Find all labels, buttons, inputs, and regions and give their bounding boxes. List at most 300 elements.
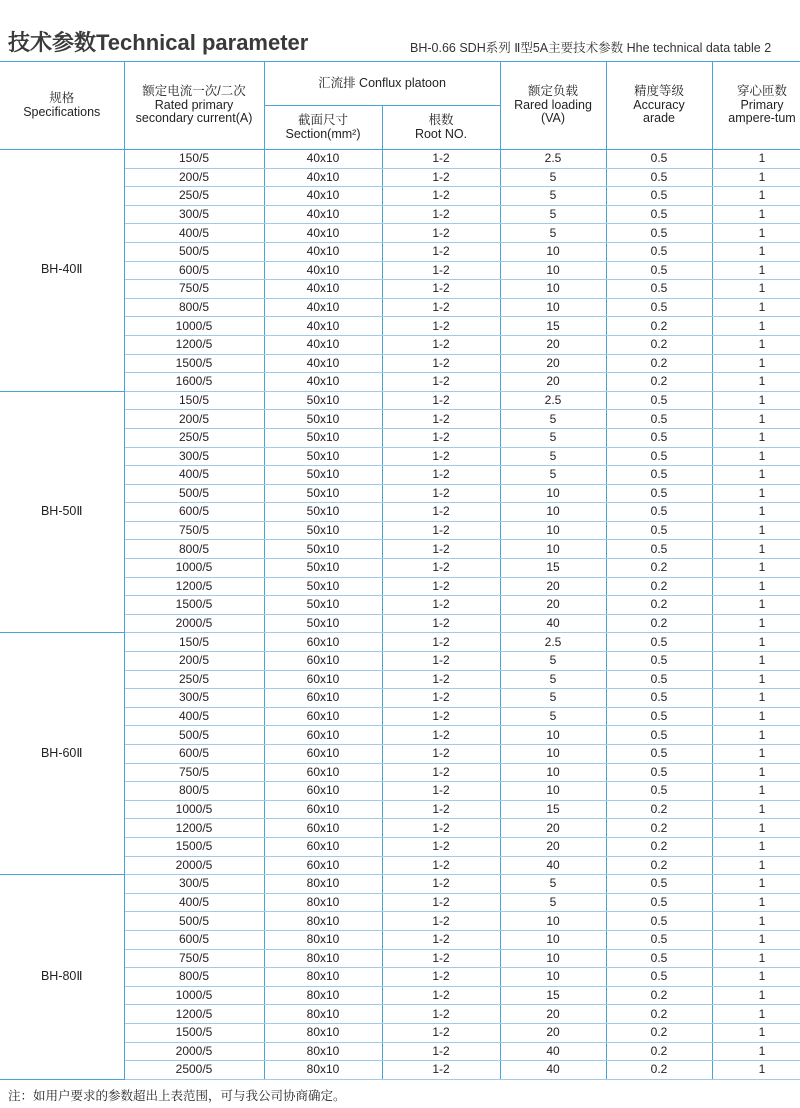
accuracy-cell: 0.5 — [606, 670, 712, 689]
accuracy-cell: 0.5 — [606, 912, 712, 931]
rated-current-cell: 2000/5 — [124, 856, 264, 875]
root-no-cell: 1-2 — [382, 187, 500, 206]
rated-loading-cell: 10 — [500, 521, 606, 540]
primary-turns-cell: 1 — [712, 819, 800, 838]
rated-current-cell: 500/5 — [124, 484, 264, 503]
rated-current-cell: 600/5 — [124, 745, 264, 764]
footnote: 注：如用户要求的参数超出上表范围，可与我公司协商确定。 — [8, 1089, 346, 1103]
header-specifications: 规格 Specifications — [0, 62, 124, 150]
rated-loading-cell: 20 — [500, 1005, 606, 1024]
primary-turns-cell: 1 — [712, 577, 800, 596]
root-no-cell: 1-2 — [382, 298, 500, 317]
section-cell: 80x10 — [264, 1042, 382, 1061]
accuracy-cell: 0.5 — [606, 224, 712, 243]
rated-loading-cell: 5 — [500, 652, 606, 671]
primary-turns-cell: 1 — [712, 633, 800, 652]
root-no-cell: 1-2 — [382, 652, 500, 671]
accuracy-cell: 0.5 — [606, 447, 712, 466]
primary-turns-cell: 1 — [712, 968, 800, 987]
primary-turns-cell: 1 — [712, 484, 800, 503]
model-cell: BH-60Ⅱ — [0, 633, 124, 875]
primary-turns-cell: 1 — [712, 261, 800, 280]
rated-loading-cell: 40 — [500, 856, 606, 875]
rated-loading-cell: 10 — [500, 968, 606, 987]
root-no-cell: 1-2 — [382, 1023, 500, 1042]
header-root-no: 根数 Root NO. — [382, 106, 500, 150]
header-rated-loading: 额定负载 Rared loading (VA) — [500, 62, 606, 150]
section-cell: 50x10 — [264, 466, 382, 485]
root-no-cell: 1-2 — [382, 1005, 500, 1024]
rated-current-cell: 1200/5 — [124, 819, 264, 838]
rated-current-cell: 2000/5 — [124, 1042, 264, 1061]
primary-turns-cell: 1 — [712, 168, 800, 187]
accuracy-cell: 0.5 — [606, 652, 712, 671]
primary-turns-cell: 1 — [712, 503, 800, 522]
primary-turns-cell: 1 — [712, 596, 800, 615]
rated-current-cell: 1600/5 — [124, 373, 264, 392]
primary-turns-cell: 1 — [712, 354, 800, 373]
rated-loading-cell: 15 — [500, 317, 606, 336]
root-no-cell: 1-2 — [382, 577, 500, 596]
root-no-cell: 1-2 — [382, 484, 500, 503]
section-cell: 50x10 — [264, 410, 382, 429]
root-no-cell: 1-2 — [382, 614, 500, 633]
root-no-cell: 1-2 — [382, 447, 500, 466]
section-cell: 40x10 — [264, 298, 382, 317]
section-cell: 40x10 — [264, 242, 382, 261]
rated-loading-cell: 10 — [500, 726, 606, 745]
accuracy-cell: 0.2 — [606, 559, 712, 578]
accuracy-cell: 0.5 — [606, 205, 712, 224]
rated-loading-cell: 10 — [500, 745, 606, 764]
accuracy-cell: 0.2 — [606, 614, 712, 633]
primary-turns-cell: 1 — [712, 949, 800, 968]
root-no-cell: 1-2 — [382, 763, 500, 782]
section-cell: 60x10 — [264, 819, 382, 838]
primary-turns-cell: 1 — [712, 521, 800, 540]
root-no-cell: 1-2 — [382, 521, 500, 540]
root-no-cell: 1-2 — [382, 373, 500, 392]
rated-loading-cell: 2.5 — [500, 150, 606, 169]
primary-turns-cell: 1 — [712, 912, 800, 931]
rated-current-cell: 750/5 — [124, 521, 264, 540]
root-no-cell: 1-2 — [382, 596, 500, 615]
rated-loading-cell: 10 — [500, 484, 606, 503]
accuracy-cell: 0.5 — [606, 521, 712, 540]
rated-current-cell: 750/5 — [124, 763, 264, 782]
page-header — [0, 0, 800, 60]
rated-loading-cell: 5 — [500, 875, 606, 894]
accuracy-cell: 0.2 — [606, 1061, 712, 1080]
accuracy-cell: 0.5 — [606, 428, 712, 447]
section-cell: 50x10 — [264, 596, 382, 615]
section-cell: 40x10 — [264, 335, 382, 354]
accuracy-cell: 0.5 — [606, 633, 712, 652]
rated-current-cell: 2000/5 — [124, 614, 264, 633]
root-no-cell: 1-2 — [382, 782, 500, 801]
rated-current-cell: 500/5 — [124, 242, 264, 261]
technical-parameter-table — [0, 61, 800, 1080]
rated-loading-cell: 5 — [500, 410, 606, 429]
accuracy-cell: 0.5 — [606, 187, 712, 206]
root-no-cell: 1-2 — [382, 893, 500, 912]
root-no-cell: 1-2 — [382, 540, 500, 559]
primary-turns-cell: 1 — [712, 893, 800, 912]
rated-current-cell: 400/5 — [124, 707, 264, 726]
rated-current-cell: 500/5 — [124, 912, 264, 931]
primary-turns-cell: 1 — [712, 391, 800, 410]
rated-current-cell: 1500/5 — [124, 1023, 264, 1042]
primary-turns-cell: 1 — [712, 800, 800, 819]
primary-turns-cell: 1 — [712, 335, 800, 354]
rated-loading-cell: 20 — [500, 335, 606, 354]
root-no-cell: 1-2 — [382, 150, 500, 169]
rated-loading-cell: 10 — [500, 261, 606, 280]
rated-current-cell: 600/5 — [124, 930, 264, 949]
accuracy-cell: 0.5 — [606, 168, 712, 187]
primary-turns-cell: 1 — [712, 614, 800, 633]
primary-turns-cell: 1 — [712, 224, 800, 243]
section-cell: 60x10 — [264, 652, 382, 671]
rated-current-cell: 800/5 — [124, 540, 264, 559]
section-cell: 60x10 — [264, 707, 382, 726]
rated-loading-cell: 5 — [500, 893, 606, 912]
accuracy-cell: 0.5 — [606, 875, 712, 894]
root-no-cell: 1-2 — [382, 986, 500, 1005]
section-cell: 80x10 — [264, 912, 382, 931]
rated-loading-cell: 15 — [500, 800, 606, 819]
primary-turns-cell: 1 — [712, 410, 800, 429]
rated-loading-cell: 5 — [500, 168, 606, 187]
accuracy-cell: 0.2 — [606, 596, 712, 615]
primary-turns-cell: 1 — [712, 856, 800, 875]
accuracy-cell: 0.5 — [606, 930, 712, 949]
accuracy-cell: 0.2 — [606, 1042, 712, 1061]
root-no-cell: 1-2 — [382, 242, 500, 261]
rated-current-cell: 1200/5 — [124, 335, 264, 354]
root-no-cell: 1-2 — [382, 819, 500, 838]
rated-loading-cell: 20 — [500, 1023, 606, 1042]
primary-turns-cell: 1 — [712, 670, 800, 689]
rated-loading-cell: 40 — [500, 1061, 606, 1080]
rated-current-cell: 1500/5 — [124, 837, 264, 856]
primary-turns-cell: 1 — [712, 726, 800, 745]
accuracy-cell: 0.5 — [606, 261, 712, 280]
rated-current-cell: 200/5 — [124, 410, 264, 429]
primary-turns-cell: 1 — [712, 466, 800, 485]
rated-current-cell: 200/5 — [124, 168, 264, 187]
rated-current-cell: 250/5 — [124, 670, 264, 689]
root-no-cell: 1-2 — [382, 261, 500, 280]
section-cell: 60x10 — [264, 689, 382, 708]
section-cell: 50x10 — [264, 503, 382, 522]
rated-current-cell: 500/5 — [124, 726, 264, 745]
root-no-cell: 1-2 — [382, 875, 500, 894]
rated-current-cell: 150/5 — [124, 391, 264, 410]
root-no-cell: 1-2 — [382, 335, 500, 354]
header-rated-current: 额定电流一次/二次 Rated primary secondary current(A) — [124, 62, 264, 150]
root-no-cell: 1-2 — [382, 689, 500, 708]
section-cell: 60x10 — [264, 633, 382, 652]
primary-turns-cell: 1 — [712, 745, 800, 764]
rated-current-cell: 400/5 — [124, 224, 264, 243]
header-conflux-platoon: 汇流排 Conflux platoon — [264, 62, 500, 106]
table-row — [0, 391, 800, 410]
rated-current-cell: 800/5 — [124, 782, 264, 801]
section-cell: 60x10 — [264, 726, 382, 745]
rated-current-cell: 250/5 — [124, 187, 264, 206]
accuracy-cell: 0.2 — [606, 577, 712, 596]
accuracy-cell: 0.5 — [606, 242, 712, 261]
accuracy-cell: 0.5 — [606, 689, 712, 708]
section-cell: 50x10 — [264, 614, 382, 633]
section-cell: 80x10 — [264, 1061, 382, 1080]
primary-turns-cell: 1 — [712, 930, 800, 949]
rated-loading-cell: 5 — [500, 689, 606, 708]
primary-turns-cell: 1 — [712, 187, 800, 206]
section-cell: 40x10 — [264, 150, 382, 169]
rated-loading-cell: 2.5 — [500, 391, 606, 410]
section-cell: 50x10 — [264, 540, 382, 559]
rated-loading-cell: 15 — [500, 986, 606, 1005]
root-no-cell: 1-2 — [382, 559, 500, 578]
root-no-cell: 1-2 — [382, 168, 500, 187]
rated-loading-cell: 10 — [500, 763, 606, 782]
root-no-cell: 1-2 — [382, 317, 500, 336]
rated-loading-cell: 15 — [500, 559, 606, 578]
root-no-cell: 1-2 — [382, 800, 500, 819]
root-no-cell: 1-2 — [382, 280, 500, 299]
rated-loading-cell: 5 — [500, 707, 606, 726]
model-cell: BH-80Ⅱ — [0, 875, 124, 1080]
primary-turns-cell: 1 — [712, 242, 800, 261]
section-cell: 80x10 — [264, 1005, 382, 1024]
rated-current-cell: 300/5 — [124, 689, 264, 708]
section-cell: 60x10 — [264, 856, 382, 875]
rated-loading-cell: 10 — [500, 930, 606, 949]
section-cell: 80x10 — [264, 1023, 382, 1042]
primary-turns-cell: 1 — [712, 707, 800, 726]
section-cell: 80x10 — [264, 968, 382, 987]
rated-loading-cell: 10 — [500, 782, 606, 801]
rated-loading-cell: 10 — [500, 242, 606, 261]
section-cell: 80x10 — [264, 949, 382, 968]
root-no-cell: 1-2 — [382, 726, 500, 745]
rated-current-cell: 800/5 — [124, 968, 264, 987]
rated-loading-cell: 40 — [500, 1042, 606, 1061]
primary-turns-cell: 1 — [712, 428, 800, 447]
rated-current-cell: 750/5 — [124, 280, 264, 299]
primary-turns-cell: 1 — [712, 298, 800, 317]
primary-turns-cell: 1 — [712, 1023, 800, 1042]
header-section: 截面尺寸 Section(mm²) — [264, 106, 382, 150]
root-no-cell: 1-2 — [382, 930, 500, 949]
accuracy-cell: 0.5 — [606, 503, 712, 522]
rated-current-cell: 300/5 — [124, 205, 264, 224]
accuracy-cell: 0.5 — [606, 745, 712, 764]
rated-loading-cell: 10 — [500, 503, 606, 522]
rated-current-cell: 1000/5 — [124, 986, 264, 1005]
accuracy-cell: 0.5 — [606, 391, 712, 410]
root-no-cell: 1-2 — [382, 912, 500, 931]
accuracy-cell: 0.2 — [606, 856, 712, 875]
rated-current-cell: 1000/5 — [124, 317, 264, 336]
accuracy-cell: 0.5 — [606, 949, 712, 968]
table-row — [0, 875, 800, 894]
rated-loading-cell: 10 — [500, 298, 606, 317]
accuracy-cell: 0.2 — [606, 1005, 712, 1024]
section-cell: 40x10 — [264, 261, 382, 280]
rated-loading-cell: 10 — [500, 912, 606, 931]
primary-turns-cell: 1 — [712, 1042, 800, 1061]
section-cell: 50x10 — [264, 447, 382, 466]
accuracy-cell: 0.2 — [606, 819, 712, 838]
accuracy-cell: 0.2 — [606, 837, 712, 856]
primary-turns-cell: 1 — [712, 205, 800, 224]
rated-loading-cell: 20 — [500, 354, 606, 373]
accuracy-cell: 0.5 — [606, 484, 712, 503]
section-cell: 50x10 — [264, 428, 382, 447]
accuracy-cell: 0.2 — [606, 986, 712, 1005]
rated-loading-cell: 20 — [500, 577, 606, 596]
rated-current-cell: 600/5 — [124, 503, 264, 522]
section-cell: 50x10 — [264, 391, 382, 410]
primary-turns-cell: 1 — [712, 875, 800, 894]
rated-current-cell: 1000/5 — [124, 559, 264, 578]
rated-current-cell: 1500/5 — [124, 596, 264, 615]
accuracy-cell: 0.2 — [606, 800, 712, 819]
root-no-cell: 1-2 — [382, 707, 500, 726]
section-cell: 80x10 — [264, 930, 382, 949]
section-cell: 40x10 — [264, 373, 382, 392]
primary-turns-cell: 1 — [712, 540, 800, 559]
rated-current-cell: 800/5 — [124, 298, 264, 317]
rated-current-cell: 1200/5 — [124, 1005, 264, 1024]
section-cell: 60x10 — [264, 670, 382, 689]
section-cell: 60x10 — [264, 800, 382, 819]
primary-turns-cell: 1 — [712, 837, 800, 856]
section-cell: 80x10 — [264, 986, 382, 1005]
rated-loading-cell: 2.5 — [500, 633, 606, 652]
section-cell: 60x10 — [264, 782, 382, 801]
rated-current-cell: 400/5 — [124, 893, 264, 912]
rated-loading-cell: 5 — [500, 205, 606, 224]
root-no-cell: 1-2 — [382, 968, 500, 987]
accuracy-cell: 0.5 — [606, 298, 712, 317]
root-no-cell: 1-2 — [382, 745, 500, 764]
rated-current-cell: 2500/5 — [124, 1061, 264, 1080]
section-cell: 40x10 — [264, 168, 382, 187]
root-no-cell: 1-2 — [382, 503, 500, 522]
rated-loading-cell: 20 — [500, 819, 606, 838]
accuracy-cell: 0.5 — [606, 150, 712, 169]
section-cell: 40x10 — [264, 205, 382, 224]
root-no-cell: 1-2 — [382, 410, 500, 429]
primary-turns-cell: 1 — [712, 782, 800, 801]
root-no-cell: 1-2 — [382, 1061, 500, 1080]
model-cell: BH-40Ⅱ — [0, 150, 124, 392]
accuracy-cell: 0.5 — [606, 763, 712, 782]
table-row — [0, 150, 800, 169]
section-cell: 80x10 — [264, 893, 382, 912]
header-primary-turns: 穿心匝数 Primary ampere-tum — [712, 62, 800, 150]
accuracy-cell: 0.2 — [606, 1023, 712, 1042]
rated-current-cell: 400/5 — [124, 466, 264, 485]
rated-current-cell: 300/5 — [124, 447, 264, 466]
primary-turns-cell: 1 — [712, 447, 800, 466]
root-no-cell: 1-2 — [382, 428, 500, 447]
section-cell: 40x10 — [264, 354, 382, 373]
section-cell: 50x10 — [264, 577, 382, 596]
primary-turns-cell: 1 — [712, 559, 800, 578]
section-cell: 40x10 — [264, 317, 382, 336]
rated-loading-cell: 5 — [500, 670, 606, 689]
primary-turns-cell: 1 — [712, 689, 800, 708]
primary-turns-cell: 1 — [712, 1061, 800, 1080]
root-no-cell: 1-2 — [382, 354, 500, 373]
accuracy-cell: 0.2 — [606, 335, 712, 354]
root-no-cell: 1-2 — [382, 949, 500, 968]
accuracy-cell: 0.2 — [606, 354, 712, 373]
rated-current-cell: 250/5 — [124, 428, 264, 447]
rated-loading-cell: 5 — [500, 187, 606, 206]
rated-loading-cell: 10 — [500, 949, 606, 968]
root-no-cell: 1-2 — [382, 224, 500, 243]
table-header — [0, 62, 800, 150]
table-caption: BH-0.66 SDH系列 Ⅱ型5A主要技术参数 Hhe technical data table 2 — [410, 41, 772, 55]
rated-loading-cell: 10 — [500, 540, 606, 559]
table-row — [0, 633, 800, 652]
root-no-cell: 1-2 — [382, 1042, 500, 1061]
root-no-cell: 1-2 — [382, 391, 500, 410]
rated-loading-cell: 5 — [500, 224, 606, 243]
accuracy-cell: 0.5 — [606, 782, 712, 801]
accuracy-cell: 0.5 — [606, 280, 712, 299]
rated-current-cell: 150/5 — [124, 150, 264, 169]
root-no-cell: 1-2 — [382, 633, 500, 652]
header-accuracy-grade: 精度等级 Accuracy arade — [606, 62, 712, 150]
section-cell: 60x10 — [264, 763, 382, 782]
page-title: 技术参数Technical parameter — [8, 30, 309, 55]
model-cell: BH-50Ⅱ — [0, 391, 124, 633]
primary-turns-cell: 1 — [712, 652, 800, 671]
rated-loading-cell: 20 — [500, 596, 606, 615]
accuracy-cell: 0.5 — [606, 968, 712, 987]
rated-current-cell: 1000/5 — [124, 800, 264, 819]
accuracy-cell: 0.5 — [606, 893, 712, 912]
rated-current-cell: 150/5 — [124, 633, 264, 652]
section-cell: 40x10 — [264, 187, 382, 206]
accuracy-cell: 0.5 — [606, 707, 712, 726]
primary-turns-cell: 1 — [712, 280, 800, 299]
section-cell: 50x10 — [264, 484, 382, 503]
section-cell: 80x10 — [264, 875, 382, 894]
primary-turns-cell: 1 — [712, 317, 800, 336]
table-body — [0, 150, 800, 1080]
accuracy-cell: 0.2 — [606, 373, 712, 392]
rated-loading-cell: 20 — [500, 373, 606, 392]
rated-current-cell: 300/5 — [124, 875, 264, 894]
rated-loading-cell: 5 — [500, 428, 606, 447]
primary-turns-cell: 1 — [712, 986, 800, 1005]
accuracy-cell: 0.5 — [606, 410, 712, 429]
root-no-cell: 1-2 — [382, 205, 500, 224]
primary-turns-cell: 1 — [712, 373, 800, 392]
primary-turns-cell: 1 — [712, 150, 800, 169]
rated-current-cell: 1200/5 — [124, 577, 264, 596]
section-cell: 40x10 — [264, 280, 382, 299]
primary-turns-cell: 1 — [712, 1005, 800, 1024]
